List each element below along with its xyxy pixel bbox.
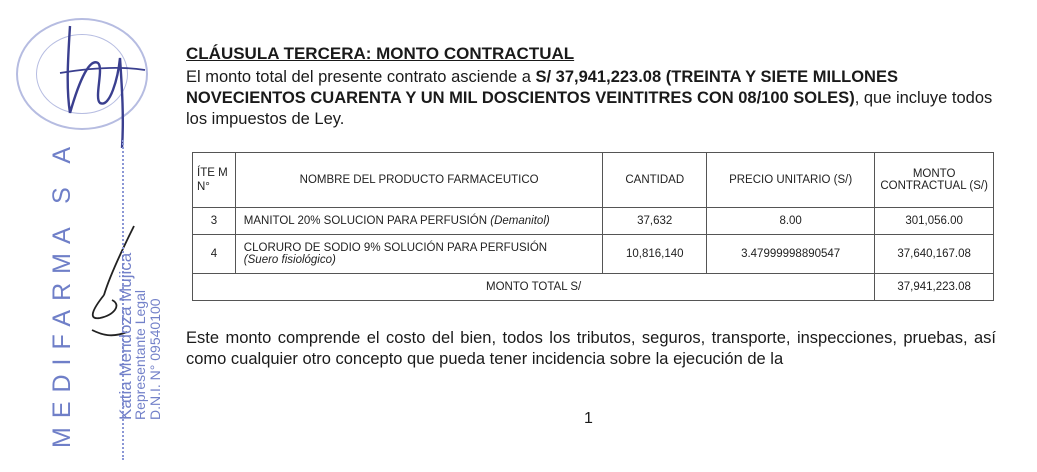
table-row — [193, 235, 994, 274]
total-value: 37,941,223.08 — [875, 274, 994, 301]
clause-intro-paragraph — [186, 67, 996, 130]
representative-name: Katia Mendoza Mujica — [116, 252, 135, 420]
row-quantity: 37,632 — [603, 208, 707, 235]
company-vertical-stamp: MEDIFARMA S A — [48, 137, 76, 448]
contract-amount-text: S/ 37,941,223.08 (TREINTA Y SIETE MILLONES NOVECIENTOS CUARENTA Y UN MIL DOSCIENTOS VEINTITRES CON 08/100 SOLES) — [186, 68, 898, 107]
header-quantity: CANTIDAD — [603, 153, 707, 208]
row-product-name — [235, 208, 603, 235]
row-unit-price: 3.47999998890547 — [707, 235, 875, 274]
row-product-name — [235, 235, 603, 274]
cost-coverage-paragraph: Este monto comprende el costo del bien, todos los tributos, seguros, transporte, inspecciones, pruebas, así como cualquier otro concepto que pueda tener incidencia sobre la ejecución de la — [186, 329, 996, 368]
row-unit-price: 8.00 — [707, 208, 875, 235]
product-brand: (Demanitol) — [490, 215, 550, 227]
row-item-number: 4 — [193, 235, 236, 274]
row-item-number: 3 — [193, 208, 236, 235]
representative-dni: D.N.I. N° 09540100 — [147, 298, 163, 420]
header-unit-price: PRECIO UNITARIO (S/) — [707, 153, 875, 208]
header-contract-amount: MONTO CONTRACTUAL (S/) — [875, 153, 994, 208]
intro-text-start: El monto total del presente contrato asciende a — [186, 68, 536, 86]
row-amount: 301,056.00 — [875, 208, 994, 235]
clause-title: CLÁUSULA TERCERA: MONTO CONTRACTUAL — [186, 44, 575, 63]
row-amount: 37,640,167.08 — [875, 235, 994, 274]
row-quantity: 10,816,140 — [603, 235, 707, 274]
product-name: MANITOL 20% SOLUCION PARA PERFUSIÓN — [243, 215, 488, 227]
total-label: MONTO TOTAL S/ — [193, 274, 875, 301]
table-total-row — [193, 274, 994, 301]
legal-representative-stamp — [118, 253, 163, 420]
representative-role: Representante Legal — [132, 290, 148, 420]
page-number: 1 — [584, 410, 593, 427]
intro-text-end: , que incluye todos los impuestos de Ley. — [186, 89, 993, 128]
contract-amount-table — [192, 152, 994, 301]
product-brand: (Suero fisiológico) — [243, 254, 336, 266]
product-name: CLORURO DE SODIO 9% SOLUCIÓN PARA PERFUSIÓN — [243, 242, 548, 254]
table-row — [193, 208, 994, 235]
table-header-row — [193, 153, 994, 208]
header-product-name: NOMBRE DEL PRODUCTO FARMACEUTICO — [235, 153, 603, 208]
header-item-number: ÍTE M N° — [193, 153, 236, 208]
